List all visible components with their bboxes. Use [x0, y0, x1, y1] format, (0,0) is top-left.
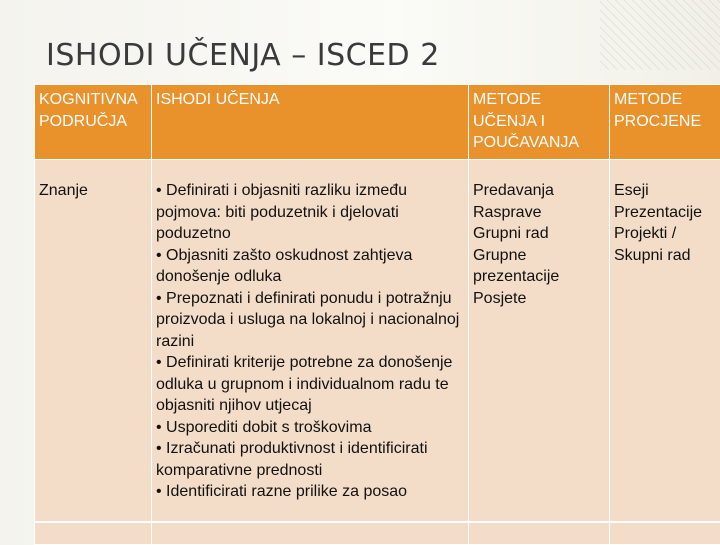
cell-assessment-methods: Eseji Prezentacije Projekti / Skupni rad [610, 160, 720, 545]
corner-decoration [600, 0, 720, 70]
list-item: • Izračunati produktivnost i identificirati komparativne prednosti [156, 438, 465, 481]
table-bottom-line [34, 521, 720, 523]
header-learning-outcomes: ISHODI UČENJA [152, 85, 469, 160]
header-assessment-methods: METODE PROCJENE [610, 85, 720, 160]
table-header-row [35, 85, 720, 160]
list-item: • Objasniti zašto oskudnost zahtjeva donošenje odluka [156, 245, 465, 288]
header-teaching-methods: METODE UČENJA I POUČAVANJA [469, 85, 610, 160]
table-row [35, 160, 720, 545]
list-item: • Identificirati razne prilike za posao [156, 481, 465, 503]
cell-teaching-methods: Predavanja Rasprave Grupni rad Grupne prezentacije Posjete [469, 160, 610, 545]
list-item: • Definirati kriterije potrebne za donošenje odluka u grupnom i individualnom radu te objasniti njihov utjecaj [156, 352, 465, 417]
header-cognitive-domains: KOGNITIVNA PODRUČJA [35, 85, 152, 160]
list-item: • Usporediti dobit s troškovima [156, 417, 465, 439]
list-item: • Prepoznati i definirati ponudu i potražnju proizvoda i usluga na lokalnoj i nacionalnoj razini [156, 288, 465, 353]
list-item: • Definirati i objasniti razliku između pojmova: biti poduzetnik i djelovati poduzetno [156, 180, 465, 245]
cell-outcomes [152, 160, 469, 545]
outcomes-table [34, 84, 720, 545]
slide-title: ISHODI UČENJA – ISCED 2 [46, 38, 440, 73]
cell-domain: Znanje [35, 160, 152, 545]
outcomes-list [156, 180, 465, 503]
